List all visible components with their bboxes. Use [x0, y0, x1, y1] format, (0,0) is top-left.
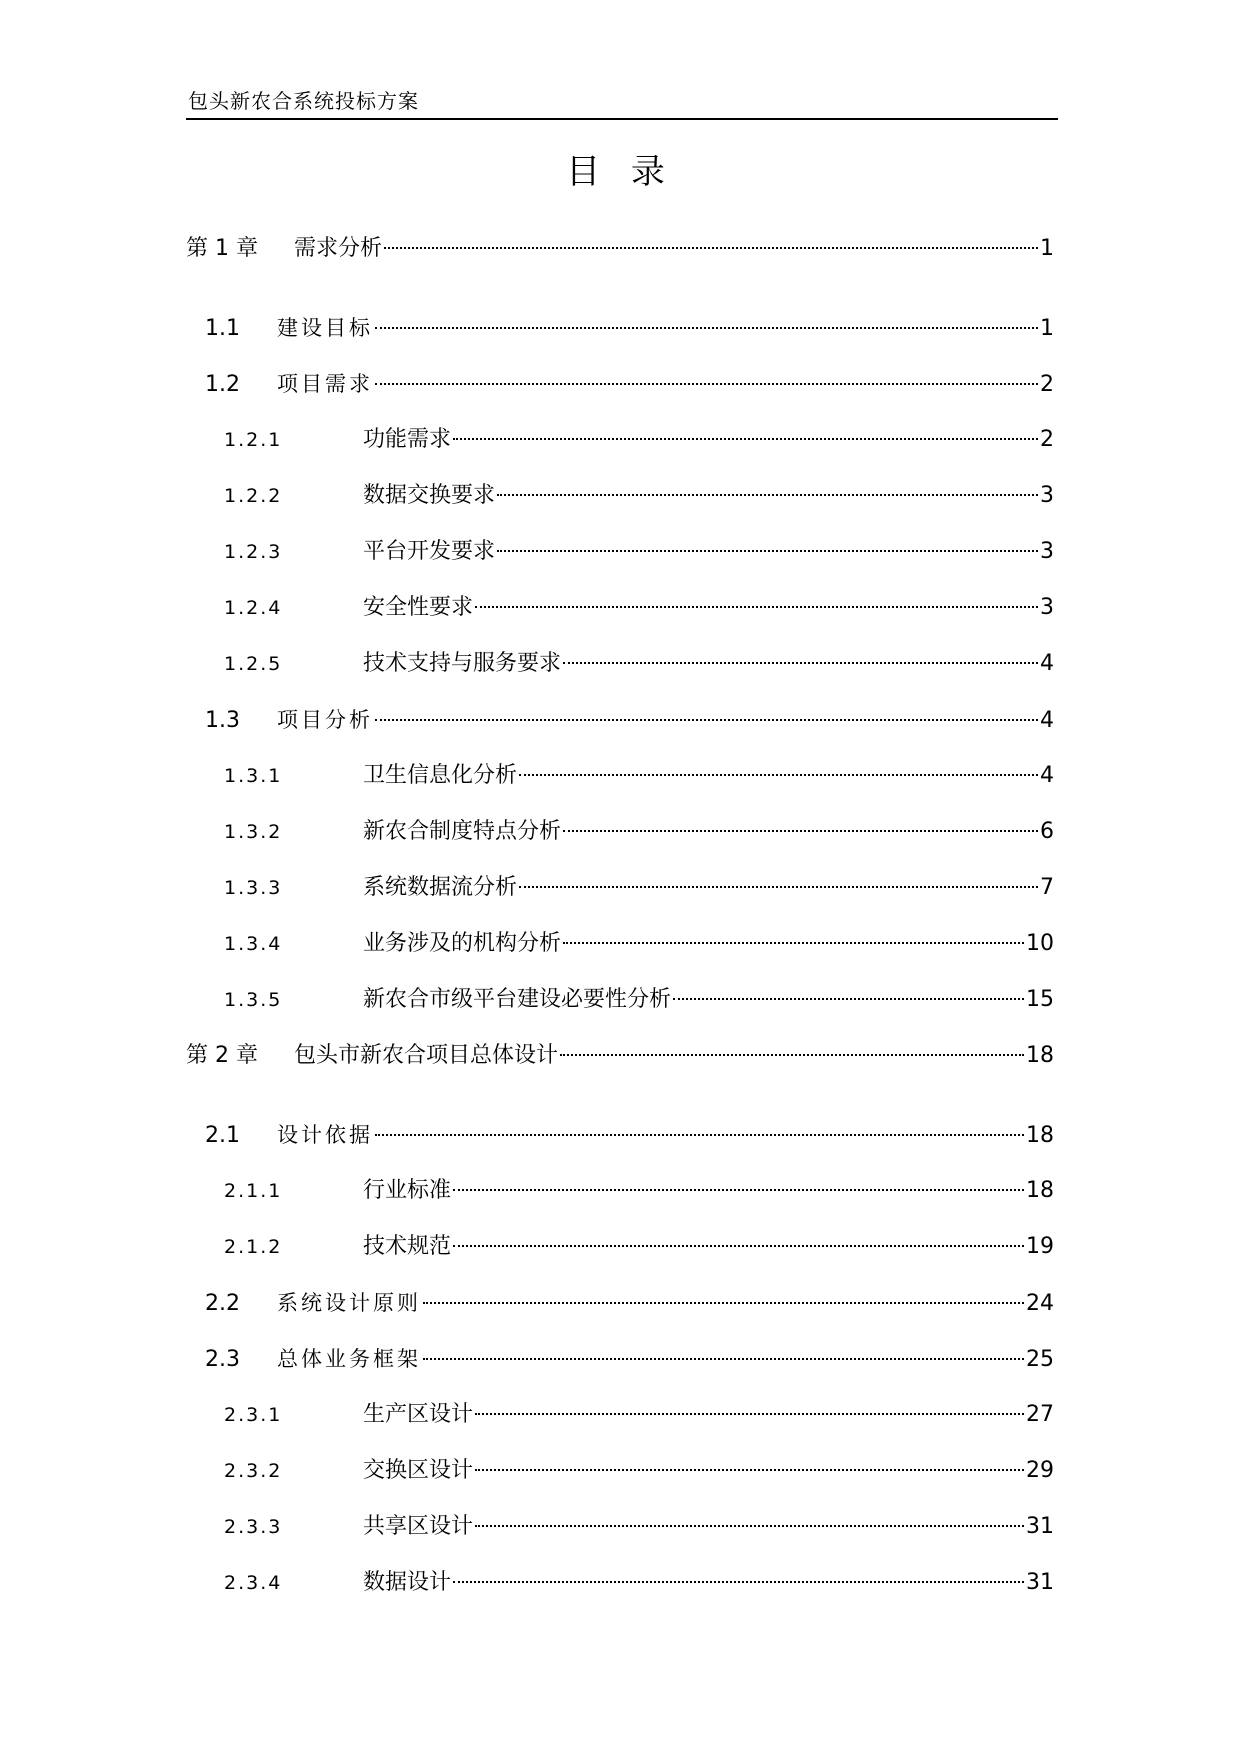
toc-entry[interactable] — [224, 927, 1054, 961]
toc-leader-dots — [475, 1413, 1024, 1415]
toc-entry[interactable] — [224, 983, 1054, 1017]
toc-number: 2.3.3 — [224, 1516, 283, 1538]
toc-label: 共享区设计 — [363, 1514, 474, 1539]
toc-leader-dots — [453, 1581, 1024, 1583]
toc-page-number: 10 — [1026, 931, 1054, 956]
header-title: 包头新农合系统投标方案 — [188, 89, 419, 113]
toc-number: 1.2 — [205, 372, 240, 397]
toc-number: 2.1.2 — [224, 1236, 283, 1258]
toc-label: 技术支持与服务要求 — [363, 651, 562, 676]
toc-label: 数据交换要求 — [363, 483, 496, 508]
toc-entry[interactable] — [224, 591, 1054, 625]
toc-number: 1.1 — [205, 316, 240, 341]
toc-label: 需求分析 — [294, 236, 383, 261]
toc-page-number: 4 — [1040, 708, 1054, 733]
toc-leader-dots — [497, 550, 1038, 552]
toc-entry[interactable] — [224, 535, 1054, 569]
toc-page-number: 4 — [1040, 651, 1054, 676]
toc-page-number: 15 — [1026, 987, 1054, 1012]
toc-number: 2.1 — [205, 1123, 240, 1148]
toc-page-number: 31 — [1026, 1570, 1054, 1595]
toc-label: 生产区设计 — [363, 1402, 474, 1427]
toc-leader-dots — [453, 1245, 1024, 1247]
toc-label: 技术规范 — [363, 1234, 452, 1259]
toc-page-number: 18 — [1026, 1178, 1054, 1203]
toc-leader-dots — [497, 494, 1038, 496]
toc-entry[interactable] — [224, 1174, 1054, 1208]
toc-number: 第 1 章 — [186, 236, 258, 261]
toc-page-number: 18 — [1026, 1123, 1054, 1148]
toc-leader-dots — [453, 1189, 1024, 1191]
toc-leader-dots — [453, 438, 1038, 440]
toc-label: 功能需求 — [363, 427, 452, 452]
toc-page-number: 24 — [1026, 1291, 1054, 1316]
toc-label: 系统设计原则 — [277, 1291, 421, 1315]
toc-number: 1.3 — [205, 708, 240, 733]
toc-page-number: 18 — [1026, 1043, 1054, 1068]
toc-number: 2.3.4 — [224, 1572, 283, 1594]
toc-number: 2.1.1 — [224, 1180, 283, 1202]
toc-leader-dots — [519, 886, 1038, 888]
toc-entry[interactable] — [224, 1230, 1054, 1264]
toc-entry[interactable] — [224, 815, 1054, 849]
toc-entry[interactable] — [205, 367, 1054, 401]
toc-page-number: 27 — [1026, 1402, 1054, 1427]
toc-entry[interactable] — [205, 1286, 1054, 1320]
toc-page-number: 1 — [1040, 236, 1054, 261]
toc-entry[interactable] — [224, 1398, 1054, 1432]
toc-number: 2.3.1 — [224, 1404, 283, 1426]
toc-label: 新农合市级平台建设必要性分析 — [363, 987, 672, 1012]
toc-entry[interactable] — [186, 232, 1054, 266]
toc-number: 1.3.1 — [224, 765, 283, 787]
toc-label: 数据设计 — [363, 1570, 452, 1595]
toc-label: 业务涉及的机构分析 — [363, 931, 562, 956]
toc-entry[interactable] — [205, 311, 1054, 345]
toc-page-number: 2 — [1040, 372, 1054, 397]
toc-leader-dots — [475, 1525, 1024, 1527]
toc-number: 1.2.3 — [224, 541, 283, 563]
toc-leader-dots — [563, 942, 1024, 944]
toc-number: 1.3.5 — [224, 989, 283, 1011]
toc-label: 卫生信息化分析 — [363, 763, 518, 788]
toc-entry[interactable] — [186, 1039, 1054, 1073]
toc-entry[interactable] — [224, 1510, 1054, 1544]
toc-label: 项目需求 — [277, 372, 373, 396]
toc-page-number: 1 — [1040, 316, 1054, 341]
toc-page-number: 3 — [1040, 539, 1054, 564]
toc-label: 建设目标 — [277, 316, 373, 340]
toc-page-number: 31 — [1026, 1514, 1054, 1539]
toc-leader-dots — [384, 247, 1038, 249]
toc-number: 2.3 — [205, 1347, 240, 1372]
toc-number: 1.2.2 — [224, 485, 283, 507]
toc-entry[interactable] — [224, 647, 1054, 681]
toc-leader-dots — [563, 830, 1038, 832]
toc-label: 平台开发要求 — [363, 539, 496, 564]
toc-entry[interactable] — [224, 479, 1054, 513]
toc-number: 第 2 章 — [186, 1043, 258, 1068]
toc-label: 设计依据 — [277, 1123, 373, 1147]
toc-page-number: 3 — [1040, 483, 1054, 508]
toc-entry[interactable] — [205, 1342, 1054, 1376]
toc-number: 1.2.5 — [224, 653, 283, 675]
toc-label: 项目分析 — [277, 708, 373, 732]
toc-entry[interactable] — [205, 703, 1054, 737]
toc-leader-dots — [375, 327, 1038, 329]
toc-leader-dots — [673, 998, 1024, 1000]
toc-leader-dots — [560, 1054, 1024, 1056]
toc-entry[interactable] — [224, 1566, 1054, 1600]
toc-leader-dots — [519, 774, 1038, 776]
toc-number: 1.3.2 — [224, 821, 283, 843]
toc-leader-dots — [563, 662, 1038, 664]
toc-label: 新农合制度特点分析 — [363, 819, 562, 844]
toc-page-number: 25 — [1026, 1347, 1054, 1372]
toc-leader-dots — [475, 606, 1038, 608]
toc-number: 1.3.3 — [224, 877, 283, 899]
toc-leader-dots — [375, 719, 1038, 721]
toc-label: 交换区设计 — [363, 1458, 474, 1483]
toc-number: 2.3.2 — [224, 1460, 283, 1482]
toc-leader-dots — [475, 1469, 1024, 1471]
toc-number: 2.2 — [205, 1291, 240, 1316]
toc-leader-dots — [423, 1302, 1024, 1304]
toc-page-number: 2 — [1040, 427, 1054, 452]
toc-leader-dots — [423, 1358, 1024, 1360]
toc-label: 包头市新农合项目总体设计 — [294, 1043, 559, 1068]
toc-page-number: 7 — [1040, 875, 1054, 900]
toc-leader-dots — [375, 383, 1038, 385]
page-title: 目 录 — [566, 152, 675, 192]
toc-entry[interactable] — [224, 759, 1054, 793]
toc-page-number: 3 — [1040, 595, 1054, 620]
toc-entry[interactable] — [205, 1118, 1054, 1152]
toc-page-number: 4 — [1040, 763, 1054, 788]
toc-page-number: 19 — [1026, 1234, 1054, 1259]
toc-leader-dots — [375, 1134, 1024, 1136]
toc-number: 1.3.4 — [224, 933, 283, 955]
toc-number: 1.2.4 — [224, 597, 283, 619]
toc-number: 1.2.1 — [224, 429, 283, 451]
toc-label: 行业标准 — [363, 1178, 452, 1203]
toc-label: 总体业务框架 — [277, 1347, 421, 1371]
toc-entry[interactable] — [224, 423, 1054, 457]
toc-entry[interactable] — [224, 871, 1054, 905]
toc-label: 系统数据流分析 — [363, 875, 518, 900]
toc-page-number: 29 — [1026, 1458, 1054, 1483]
toc-entry[interactable] — [224, 1454, 1054, 1488]
toc-label: 安全性要求 — [363, 595, 474, 620]
toc-page-number: 6 — [1040, 819, 1054, 844]
